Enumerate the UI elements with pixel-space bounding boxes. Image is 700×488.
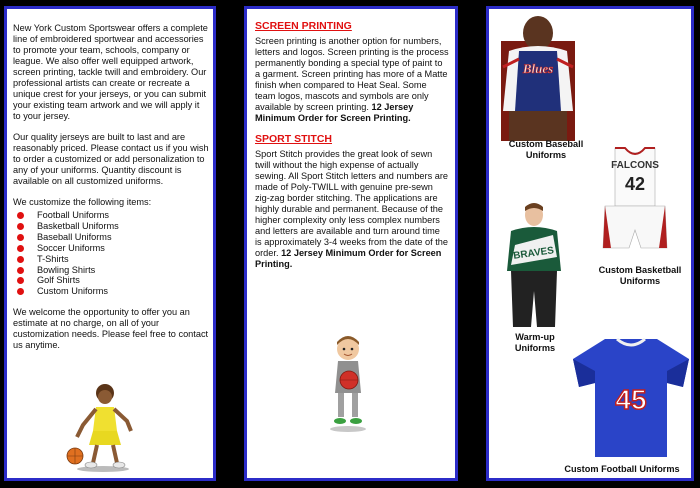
basketball-caption: Custom Basketball Uniforms (598, 265, 682, 286)
middle-panel-text (255, 21, 449, 280)
warmup-jersey-lettering: BRAVES (512, 245, 555, 262)
right-panel (486, 6, 694, 481)
sport-stitch-body (255, 149, 449, 270)
football-caption: Custom Football Uniforms (564, 464, 680, 474)
list-item: Baseball Uniforms (37, 232, 209, 243)
screen-printing-text: Screen printing is another option for numbers, letters and logos. Screen printing is the process permanently bonding a special type of paint to a garment. Screen printing has more of a Matte finish when compared to Heat Seal. Some team logos, mascots and symbols are only available by screen printing. (255, 36, 449, 112)
customize-intro: We customize the following items: (13, 197, 152, 207)
welcome-paragraph: We welcome the opportunity to offer you an estimate at no charge, on all of your customization needs. Please feel free to contact us anytime. (13, 307, 209, 351)
baseball-caption: Custom Baseball Uniforms (508, 139, 584, 160)
middle-panel (244, 6, 458, 481)
sport-stitch-heading: SPORT STITCH (255, 133, 333, 145)
items-list (13, 210, 209, 297)
screen-printing-body (255, 36, 449, 124)
baseball-uniform-image (499, 11, 577, 141)
kid-with-ball-illustration (323, 335, 373, 433)
basketball-player-illustration (63, 381, 139, 473)
sport-stitch-text: Sport Stitch provides the great look of sewn twill without the high expense of actually sewing. All Sport Stitch letters and numbers are made of Poly-TWILL with genuine pre-sewn zig-zag border stitching. The applications are highly durable and permanent. Because of the higher complexity only less complex numbers and letters are available and turn around time is approximately 3-4 weeks from the date of the order. (255, 149, 449, 258)
left-panel-text (13, 23, 209, 361)
list-item: T-Shirts (37, 254, 209, 265)
list-item: Custom Uniforms (37, 286, 209, 297)
football-uniform-image (571, 337, 691, 463)
quality-paragraph: Our quality jerseys are built to last and are reasonably priced. Please contact us if you wish to order a customized or add personalization to any of your uniforms. Quantity discount is available on all customized uniforms. (13, 132, 209, 186)
list-item: Football Uniforms (37, 210, 209, 221)
basketball-uniform-image (601, 144, 669, 264)
intro-paragraph: New York Custom Sportswear offers a complete line of embroidered sportwear and accessories to promote your team, schools, company or league. We also offer well equipped artwork, screen printing, tackle twill and embroidery. Our professional artists can create or recreate a unique crest for your jerseys, or you can submit your existing team artwork and we will apply it to your jersey. (13, 23, 208, 121)
baseball-jersey-lettering: Blues (522, 61, 554, 76)
warmup-uniform-image (499, 201, 569, 331)
list-item: Basketball Uniforms (37, 221, 209, 232)
list-item: Bowling Shirts (37, 265, 209, 276)
list-item: Soccer Uniforms (37, 243, 209, 254)
basketball-jersey-number: 42 (624, 174, 646, 194)
screen-minimum-note: 12 Jersey Minimum Order for Screen Printing. (255, 102, 414, 123)
basketball-jersey-lettering: FALCONS (611, 160, 659, 171)
football-jersey-number: 45 (615, 384, 647, 415)
screen-printing-heading: SCREEN PRINTING (255, 20, 352, 32)
sport-minimum-note: 12 Jersey Minimum Order for Screen Printing. (255, 248, 442, 269)
left-panel (4, 6, 216, 481)
list-item: Golf Shirts (37, 275, 209, 286)
warmup-caption: Warm-up Uniforms (514, 332, 556, 353)
